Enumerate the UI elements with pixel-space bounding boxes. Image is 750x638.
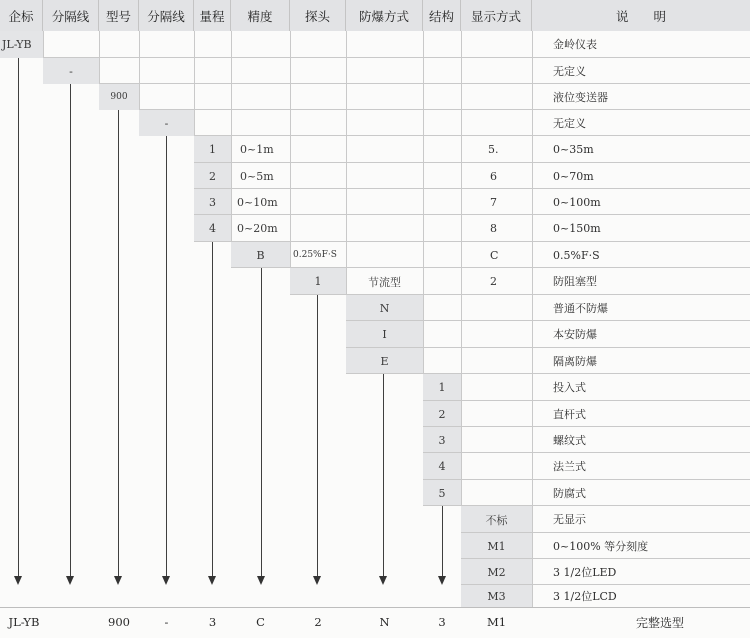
header-jiegou: 结构 <box>423 0 461 31</box>
desc-row-8: 0.5%F·S <box>553 248 600 262</box>
arrow-xinghao <box>118 110 119 576</box>
desc-row-15: 螺纹式 <box>553 434 586 447</box>
code-accuracy: B <box>231 242 290 268</box>
arrowhead-jingdu <box>257 576 265 585</box>
arrowhead-liangcheng <box>208 576 216 585</box>
desc-row-14: 直杆式 <box>553 408 586 421</box>
desc-row-19: 0~100% 等分刻度 <box>553 540 649 553</box>
explosion-value: 节流型 <box>368 275 401 289</box>
header-liangcheng: 量程 <box>194 0 231 31</box>
extra-probe-2: 2 <box>490 274 497 288</box>
extra-range-8: 8 <box>490 221 497 235</box>
extra-range-6: 6 <box>490 169 497 183</box>
extra-range-5: 5. <box>488 142 499 156</box>
final-xinghao: 900 <box>108 615 130 629</box>
desc-row-6: 0~100m <box>553 195 601 209</box>
code-structure-1: 1 <box>423 374 461 401</box>
header-fengexian-1: 分隔线 <box>43 0 99 31</box>
range-value-2: 0~5m <box>240 169 274 183</box>
code-range-4: 4 <box>194 215 231 242</box>
extra-accuracy-c: C <box>490 248 499 262</box>
code-xinghao: 900 <box>99 84 139 110</box>
arrow-fengexian-1 <box>70 84 71 576</box>
code-explosion-i: I <box>346 321 423 348</box>
code-probe: 1 <box>290 268 346 295</box>
range-value-3: 0~10m <box>237 195 278 209</box>
final-fangbao: N <box>379 615 390 629</box>
code-display-none: 不标 <box>461 506 532 533</box>
desc-row-13: 投入式 <box>553 381 586 394</box>
arrow-qibiao <box>18 58 19 576</box>
code-range-3: 3 <box>194 189 231 215</box>
desc-row-1: 无定义 <box>553 65 586 78</box>
final-jiegou: 3 <box>438 615 446 629</box>
desc-row-12: 隔离防爆 <box>553 355 597 368</box>
code-fengexian-2: - <box>139 110 194 136</box>
code-explosion-n: N <box>346 295 423 321</box>
code-structure-2: 2 <box>423 401 461 427</box>
final-liangcheng: 3 <box>208 615 217 629</box>
header-qibiao: 企标 <box>0 0 43 31</box>
code-display-m1: M1 <box>461 533 532 559</box>
desc-row-3: 无定义 <box>553 117 586 130</box>
extra-range-7: 7 <box>490 195 497 209</box>
desc-row-18: 无显示 <box>553 513 586 526</box>
final-label: 完整选型 <box>635 615 684 630</box>
header-tantou: 探头 <box>290 0 346 31</box>
arrowhead-fengexian-2 <box>162 576 170 585</box>
header-xianshi: 显示方式 <box>461 0 532 31</box>
arrow-fengexian-2 <box>166 136 167 576</box>
code-structure-5: 5 <box>423 480 461 506</box>
range-value-4: 0~20m <box>237 222 278 235</box>
arrow-jingdu <box>261 268 262 576</box>
header-xinghao: 型号 <box>99 0 139 31</box>
header-shuoming: 说 明 <box>532 0 750 31</box>
arrow-jiegou <box>442 506 443 576</box>
arrowhead-tantou <box>313 576 321 585</box>
code-fengexian-1: - <box>43 58 99 84</box>
code-display-m3: M3 <box>461 585 532 607</box>
arrow-fangbao <box>383 374 384 576</box>
code-range-2: 2 <box>194 163 231 189</box>
code-qibiao: JL-YB <box>0 31 43 58</box>
code-explosion-e: E <box>346 348 423 374</box>
final-fengexian: - <box>164 615 169 629</box>
desc-row-16: 法兰式 <box>553 460 586 473</box>
final-jingdu: C <box>256 615 265 629</box>
code-structure-4: 4 <box>423 453 461 480</box>
arrow-liangcheng <box>212 242 213 576</box>
final-xianshi: M1 <box>486 615 507 629</box>
header-jingdu: 精度 <box>231 0 290 31</box>
desc-row-9: 防阻塞型 <box>553 275 597 288</box>
arrowhead-jiegou <box>438 576 446 585</box>
code-range-1: 1 <box>194 136 231 163</box>
desc-row-5: 0~70m <box>553 169 594 183</box>
arrowhead-fengexian-1 <box>66 576 74 585</box>
desc-row-10: 普通不防爆 <box>553 302 608 315</box>
probe-value: 0.25%F·S <box>293 250 337 260</box>
code-structure-3: 3 <box>423 427 461 453</box>
arrowhead-qibiao <box>14 576 22 585</box>
desc-row-17: 防腐式 <box>553 487 586 500</box>
header-fengexian-2: 分隔线 <box>139 0 194 31</box>
desc-row-20: 3 1/2位LED <box>553 566 617 579</box>
arrowhead-fangbao <box>379 576 387 585</box>
code-display-m2: M2 <box>461 559 532 585</box>
desc-row-21: 3 1/2位LCD <box>553 590 617 603</box>
desc-row-0: 金岭仪表 <box>553 38 597 51</box>
final-tantou: 2 <box>314 615 322 629</box>
final-qibiao: JL-YB <box>8 615 40 629</box>
arrow-tantou <box>317 295 318 576</box>
desc-row-2: 液位变送器 <box>553 91 608 104</box>
desc-row-4: 0~35m <box>553 142 594 156</box>
desc-row-11: 本安防爆 <box>553 328 597 341</box>
desc-row-7: 0~150m <box>553 221 601 235</box>
range-value-1: 0~1m <box>240 143 274 156</box>
header-fangbao: 防爆方式 <box>346 0 423 31</box>
arrowhead-xinghao <box>114 576 122 585</box>
